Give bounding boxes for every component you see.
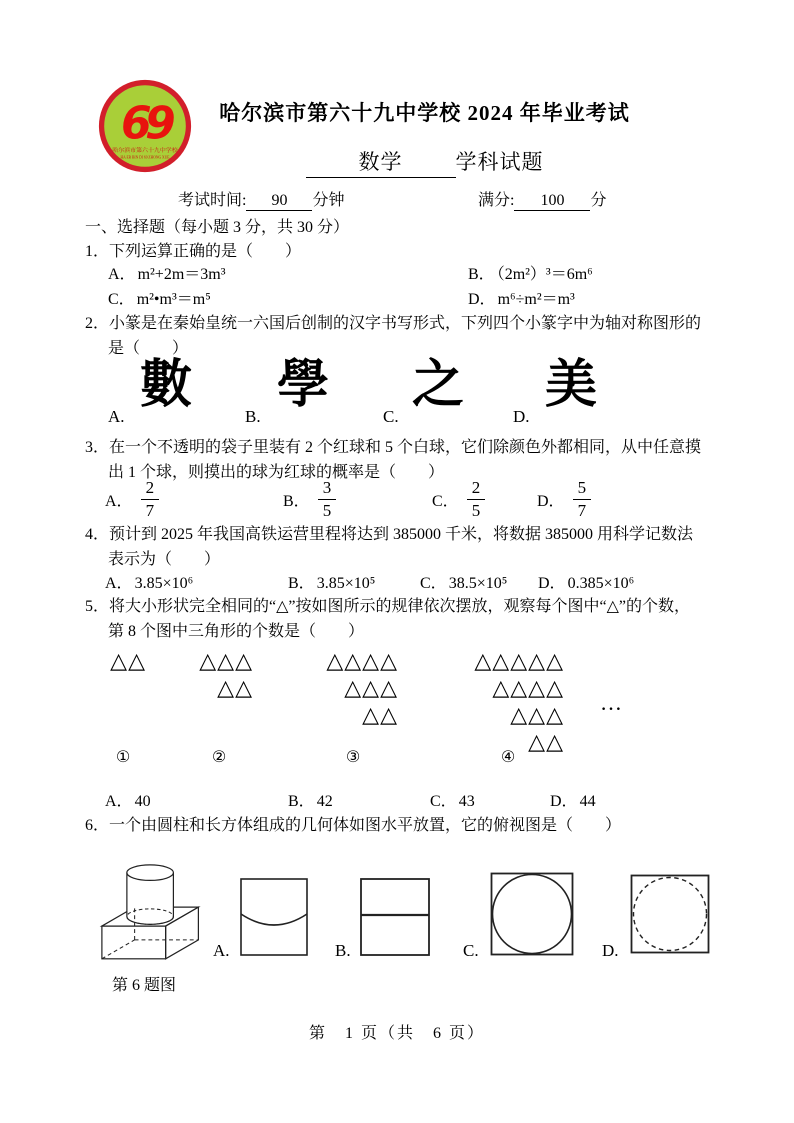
section-heading: 一、选择题（每小题 3 分，共 30 分） xyxy=(85,219,350,236)
logo-number: 69 xyxy=(120,98,170,150)
fraction-d: $\frac{5}{7}$ xyxy=(573,478,592,522)
triangle-rows-2: △△△ △△ xyxy=(199,649,253,701)
exam-title: 哈尔滨市第六十九中学校 2024 年毕业考试 xyxy=(219,101,630,125)
exam-time-label: 考试时间: xyxy=(178,192,247,209)
seal-character-a: 數 xyxy=(140,357,193,414)
q2-stem-line2: 是（ ） xyxy=(108,340,189,357)
q5-option-a: A． 40 xyxy=(105,793,151,810)
subject-name: 数学 xyxy=(358,150,403,174)
q6-option-c-label: C. xyxy=(463,941,479,960)
q4-stem-line2: 表示为（ ） xyxy=(108,551,221,568)
triangle-figure-4 xyxy=(452,648,564,766)
q5-triangle-figures xyxy=(100,648,700,783)
figure-label-3: ③ xyxy=(345,747,361,766)
q5-option-c: C． 43 xyxy=(430,793,475,810)
q5-option-b: B． 42 xyxy=(288,793,333,810)
q2-option-c-label: C. xyxy=(383,407,399,426)
logo-school-name: 哈尔滨市第六十九中学校 xyxy=(112,147,178,154)
q1-option-c: C． m²•m³＝m⁵ xyxy=(108,291,211,308)
fraction-a: $\frac{2}{7}$ xyxy=(141,478,160,522)
q2-seal-figures xyxy=(0,352,794,440)
q1-stem: 1．下列运算正确的是（ ） xyxy=(85,243,302,260)
q2-option-d-label: D. xyxy=(513,407,530,426)
q1-options-row-2 xyxy=(0,286,794,310)
q5-stem-line1: 5．将大小形状完全相同的“△”按如图所示的规律依次摆放，观察每个图中“△”的个数， xyxy=(85,598,691,615)
q3-option-a: A． $\frac{2}{7}$ xyxy=(105,478,159,522)
q6-stem: 6．一个由圆柱和长方体组成的几何体如图水平放置，它的俯视图是（ ） xyxy=(85,817,622,834)
q4-stem-line1: 4．预计到 2025 年我国高铁运营里程将达到 385000 千米，将数据 385000 用科学记数法 xyxy=(85,526,694,543)
q3-option-c: C． $\frac{2}{5}$ xyxy=(432,478,485,522)
q1-option-d: D． m⁶÷m²＝m³ xyxy=(468,291,575,308)
triangle-figure-1 xyxy=(100,648,146,766)
top-view-option-c-figure xyxy=(490,872,574,956)
top-view-option-b-figure xyxy=(360,878,430,956)
q3-option-d: D． $\frac{5}{7}$ xyxy=(537,478,591,522)
q2-option-a-label: A. xyxy=(108,407,125,426)
seal-character-c: 之 xyxy=(412,357,465,414)
q5-option-d: D． 44 xyxy=(550,793,596,810)
q5-stem-line2: 第 8 个图中三角形的个数是（ ） xyxy=(108,623,365,640)
q3-option-b: B． $\frac{3}{5}$ xyxy=(283,478,336,522)
q1-option-b: B． （2m²）³＝6m⁶ xyxy=(468,266,593,283)
exam-time-value: 90 xyxy=(246,192,312,211)
q4-option-d: D． 0.385×10⁶ xyxy=(538,575,635,592)
q6-figures xyxy=(0,848,794,993)
triangle-figure-3 xyxy=(308,648,398,766)
exam-time-unit: 分钟 xyxy=(312,192,345,209)
q4-option-b: B． 3.85×10⁵ xyxy=(288,575,376,592)
exam-info-row xyxy=(0,187,794,211)
q4-options-row xyxy=(0,570,794,594)
fraction-c: $\frac{2}{5}$ xyxy=(467,478,486,522)
cylinder-on-cuboid-figure xyxy=(95,850,207,972)
q6-option-d-label: D. xyxy=(602,941,619,960)
logo-pinyin: HA ER BIN DI 69 ZHONG XUE xyxy=(120,155,170,160)
figure-label-1: ① xyxy=(115,747,131,766)
q4-option-c: C． 38.5×10⁵ xyxy=(420,575,508,592)
figure-label-4: ④ xyxy=(500,747,516,766)
full-score xyxy=(478,187,606,211)
q3-stem-line1: 3．在一个不透明的袋子里装有 2 个红球和 5 个白球，它们除颜色外都相同，从中任意摸 xyxy=(85,439,702,456)
q2-stem-line1: 2．小篆是在秦始皇统一六国后创制的汉字书写形式，下列四个小篆字中为轴对称图形的 xyxy=(85,315,702,332)
full-score-label: 满分: xyxy=(478,192,515,209)
triangle-rows-4: △△△△△ △△△△ △△△ △△ xyxy=(474,649,564,755)
q5-options-row xyxy=(0,788,794,812)
top-view-option-a-figure xyxy=(240,878,308,956)
seal-character-d: 美 xyxy=(545,357,598,414)
seal-character-b: 學 xyxy=(277,357,330,414)
triangle-figure-2 xyxy=(185,648,253,766)
q1-options-row-1 xyxy=(0,261,794,285)
full-score-unit: 分 xyxy=(590,192,607,209)
figure-label-2: ② xyxy=(211,747,227,766)
subject-line xyxy=(55,146,794,178)
top-view-option-d-figure xyxy=(630,874,710,954)
subject-suffix: 学科试题 xyxy=(455,150,544,174)
figure-caption: 第 6 题图 xyxy=(112,977,177,994)
q1-option-a: A． m²+2m＝3m³ xyxy=(108,266,226,283)
fraction-b: $\frac{3}{5}$ xyxy=(318,478,337,522)
q3-stem-line2: 出 1 个球，则摸出的球为红球的概率是（ ） xyxy=(108,464,445,481)
q2-option-b-label: B. xyxy=(245,407,261,426)
page-footer: 第 1 页（共 6 页） xyxy=(308,1025,485,1042)
subject-underline xyxy=(306,146,456,178)
q6-option-b-label: B. xyxy=(335,941,351,960)
full-score-value: 100 xyxy=(514,192,590,211)
exam-time xyxy=(178,187,344,211)
triangle-rows-3: △△△△ △△△ △△ xyxy=(326,649,398,728)
triangle-rows-1: △△ xyxy=(110,649,146,674)
q4-option-a: A． 3.85×10⁶ xyxy=(105,575,194,592)
q6-option-a-label: A. xyxy=(213,941,230,960)
pattern-ellipsis: … xyxy=(600,690,624,715)
